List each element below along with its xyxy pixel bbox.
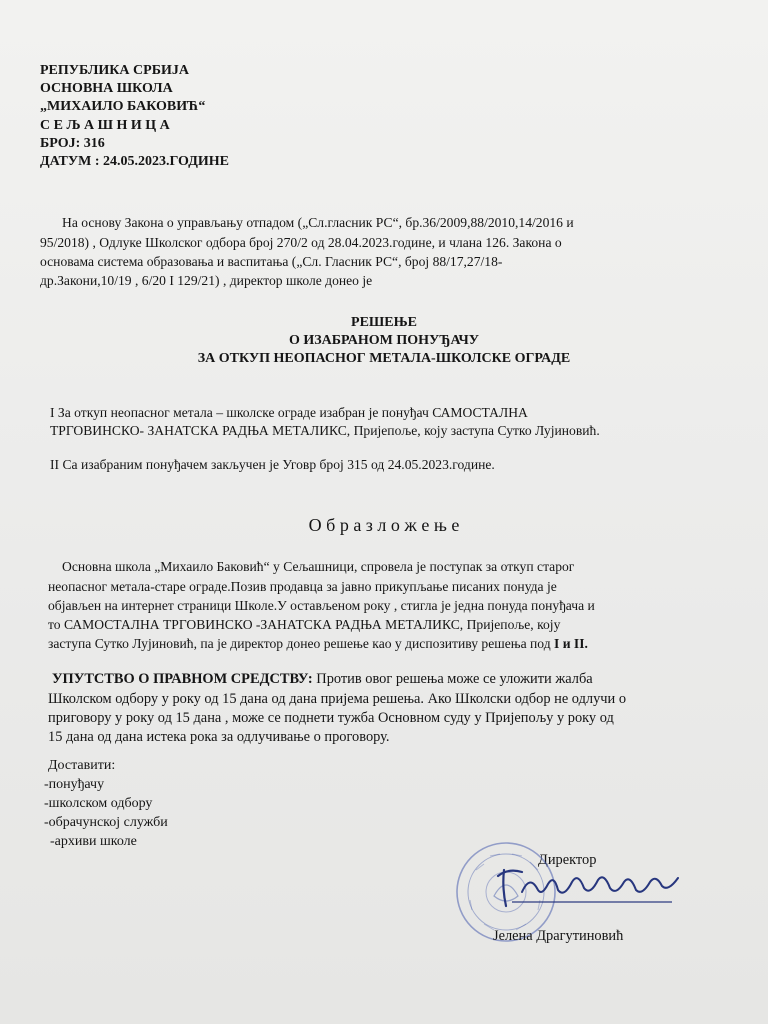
header-place: С Е Љ А Ш Н И Ц А [40,118,170,133]
preamble-line-1: На основу Закона о управљању отпадом („Сл.гласник РС“, бр.36/2009,88/2010,14/2016 и [62,215,574,230]
explanation-line-4: то САМОСТАЛНА ТРГОВИНСКО -ЗАНАТСКА РАДЊА МЕТАЛИКС, Пријепоље, коју [48,617,561,632]
delivery-item: -архиви школе [50,834,137,849]
section-one-line-2: ТРГОВИНСКО- ЗАНАТСКА РАДЊА МЕТАЛИКС, Пријепоље, коју заступа Сутко Лујиновић. [50,423,600,438]
explanation-points: I и II. [554,636,588,651]
decision-subtitle-1: О ИЗАБРАНОМ ПОНУЂАЧУ [288,333,480,348]
preamble-line-2: 95/2018) , Одлуке Школског одбора број 270/2 од 28.04.2023.године, и члана 126. Закона о [40,235,562,250]
header-number: БРОЈ: 316 [40,136,105,151]
decision-title: РЕШЕЊЕ [351,315,417,330]
delivery-item: -понуђачу [44,777,105,792]
remedy-line-2: Школском одбору у року од 15 дана од дана пријема решења. Ако Школски одбор не одлучи о [48,691,627,707]
remedy-label: УПУТСТВО О ПРАВНОМ СРЕДСТВУ: [52,671,313,687]
explanation-heading: О б р а з л о ж е њ е [308,515,460,535]
section-one-line-1: I За откуп неопасног метала – школске ограде изабран је понуђач САМОСТАЛНА [50,405,528,420]
explanation-line-1: Основна школа „Михаило Баковић“ у Сељашници, спровела је поступак за откуп старог [62,559,575,574]
preamble-line-4: др.Закони,10/19 , 6/20 I 129/21) , директор школе донео је [40,273,373,288]
preamble-line-3: основама система образовања и васпитања („Сл. Гласник РС“, број 88/17,27/18- [40,254,503,269]
delivery-heading: Доставити: [48,758,116,773]
director-role: Директор [538,852,597,868]
header-date: ДАТУМ : 24.05.2023.ГОДИНЕ [40,154,229,169]
remedy-line-4: 15 дана од дана истека рока за одлучивање о проговору. [48,729,390,745]
remedy-first-text: Против овог решења може се уложити жалба [312,671,593,687]
explanation-line-2: неопасног метала-старе ограде.Позив продавца за јавно прикупљање писаних понуда је [48,579,557,594]
delivery-item: -обрачунској служби [44,815,168,830]
explanation-line-3: објављен на интернет страници Школе.У остављеном року , стигла је једна понуда понуђача и [48,598,595,613]
header-school-name: „МИХАИЛО БАКОВИЋ“ [40,99,206,114]
decision-subtitle-2: ЗА ОТКУП НЕОПАСНОГ МЕТАЛА-ШКОЛСКЕ ОГРАДЕ [197,351,571,366]
explanation-line-5 [48,635,588,653]
delivery-item: -школском одбору [44,796,153,811]
remedy-line-1 [52,670,593,688]
header-republic: РЕПУБЛИКА СРБИЈА [40,63,189,78]
director-name: Јелена Драгутиновић [493,928,624,944]
explanation-line-5-text: заступа Сутко Лујиновић, па је директор донео решење као у диспозитиву решења под [48,636,555,651]
section-two: II Са изабраним понуђачем закључен је Уговр број 315 од 24.05.2023.године. [50,457,495,472]
remedy-line-3: приговору у року од 15 дана , може се поднети тужба Основном суду у Пријепољу у року од [48,710,614,726]
director-signature [492,862,688,912]
header-school-type: ОСНОВНА ШКОЛА [40,81,173,96]
